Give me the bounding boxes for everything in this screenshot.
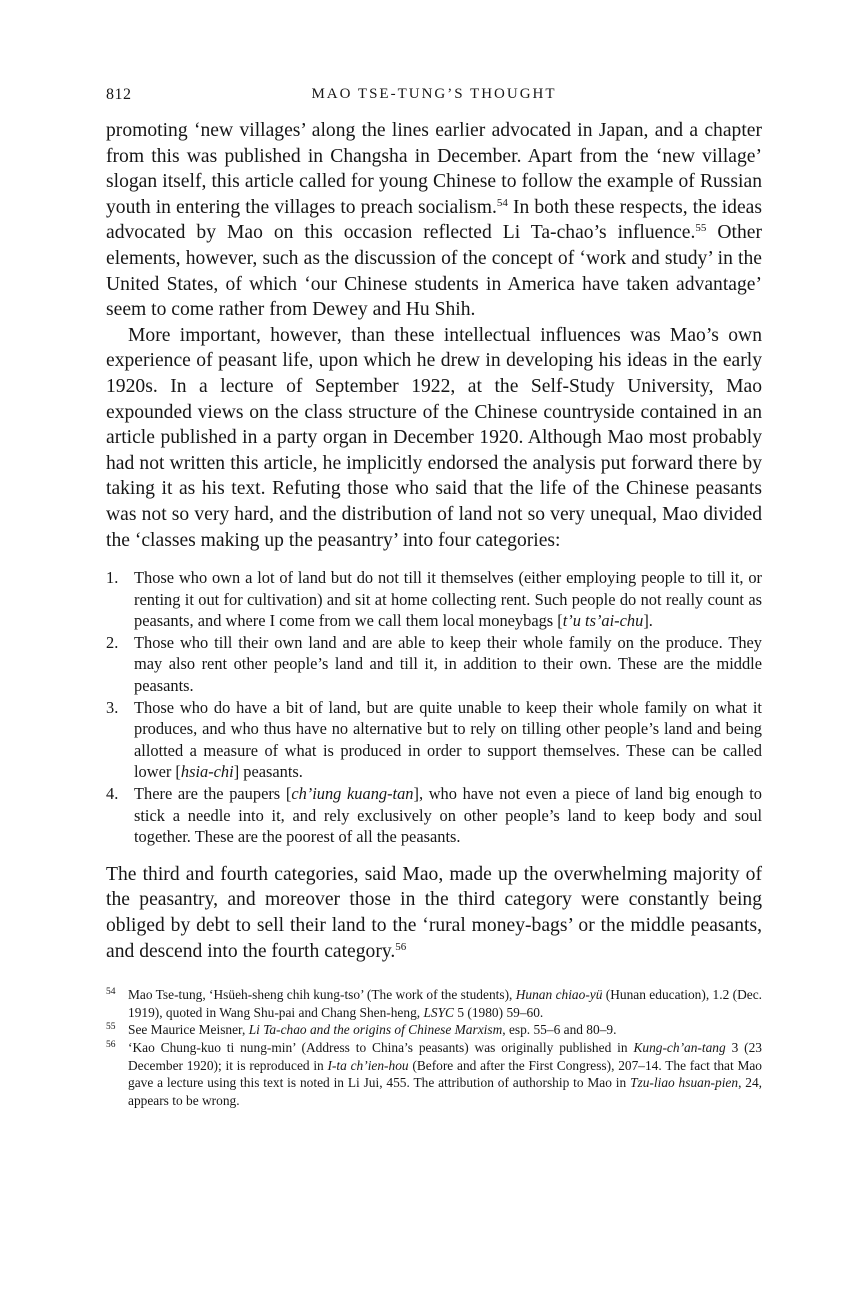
romanized-term: ch’iung kuang-tan [291,784,414,804]
footnote-text: (Hunan education), 1.2 (Dec. 1919), quoted in Wang Shu-pai and Chang Shen-heng, [128,987,763,1020]
footnote-ref-55[interactable]: 55 [695,222,707,235]
list-item [106,632,762,697]
list-text: ], who have not even a piece of land big enough to stick a needle into it, and rely exclusively on other people’s land to keep body and soul together. These are the poorest of all the peasants. [134,784,762,847]
footnotes [106,986,762,1109]
list-text: There are the paupers [ [134,784,292,804]
citation-title: Kung-ch’an-tang [633,1039,726,1055]
citation-title: Tzu-liao hsuan-pien [630,1075,739,1091]
paragraph-text: Other elements, however, such as the discussion of the concept of ‘work and study’ in the United States, of which ‘our Chinese students in America have taken advantage’ seem to come rather from Dewey and Hu Shih. [106,222,762,321]
paragraph-text: In both these respects, the ideas advocated by Mao on this occasion reflected Li Ta-chao’s influence. [106,196,762,244]
citation-title: LSYC [423,1004,454,1020]
romanized-term: hsia-chi [180,762,234,782]
footnote-text: 3 (23 December 1920); it is reproduced in [128,1039,762,1073]
list-text: ]. [643,611,653,631]
romanized-term: t’u ts’ai-chu [562,611,644,631]
list-number: 4. [106,784,119,804]
running-title: MAO TSE-TUNG’S THOUGHT [311,86,557,102]
list-text: Those who do have a bit of land, but are quite unable to keep their whole family on what it produces, and who thus have no alternative but to rely on tilling other people’s land and being allotted a measure of what is produced in order to support themselves. These can be called lower [ [134,697,762,782]
paragraph-1 [106,118,762,323]
page-number: 812 [106,86,132,103]
paragraph-text: The third and fourth categories, said Mao, made up the overwhelming majority of the peasantry, and moreover those in the third category were constantly being obliged by debt to sell their land to the ‘rural money-bags’ or the middle peasants, and descend into the fourth category. [106,863,762,962]
footnote-text: 5 (1980) 59–60. [454,1004,544,1020]
footnote-56 [106,1039,762,1109]
footnote-number: 55 [106,1022,116,1033]
book-page [106,86,762,1109]
footnote-text: (Before and after the First Congress), 207–14. The fact that Mao gave a lecture using this text is noted in Li Jui, 455. The attribution of authorship to Mao in [128,1057,762,1091]
list-number: 3. [106,697,119,717]
footnote-number: 56 [106,1039,116,1050]
list-text: Those who own a lot of land but do not till it themselves (either employing people to till it, or renting it out for cultivation) and sit at home collecting rent. Such people do not really count as peasants, and where I come from we call them local moneybags [ [134,568,762,631]
citation-title: Li Ta-chao and the origins of Chinese Marxism [248,1022,503,1038]
list-number: 2. [106,632,119,652]
footnote-text: ‘Kao Chung-kuo ti nung-min’ (Address to China’s peasants) was originally published in [128,1039,634,1055]
footnote-54 [106,986,762,1021]
paragraph-3 [106,862,762,964]
footnote-55 [106,1021,762,1039]
citation-title: Hunan chiao-yü [515,987,603,1003]
list-item [106,567,762,632]
page-header [106,86,762,112]
list-item [106,783,762,848]
citation-title: I-ta ch’ien-hou [327,1057,409,1073]
paragraph-2: More important, however, than these intellectual influences was Mao’s own experience of peasant life, upon which he drew in developing his ideas in the early 1920s. In a lecture of September 1922, at the Self-Study University, Mao expounded views on the class structure of the Chinese countryside contained in an article published in a party organ in December 1920. Although Mao most probably had not written this article, he implicitly endorsed the analysis put forward there by taking it as his text. Refuting those who said that the life of the Chinese peasants was not so very hard, and the distribution of land not so very unequal, Mao divided the ‘classes making up the peasantry’ into four categories: [106,324,762,551]
footnote-text: , 24, appears to be wrong. [128,1075,762,1108]
list-item [106,697,762,783]
footnote-text: See Maurice Meisner, [128,1022,249,1038]
list-text: Those who till their own land and are able to keep their whole family on the produce. They may also rent other people’s land and till it, in addition to their own. These are the middle peasants. [134,632,762,696]
footnote-ref-54[interactable]: 54 [496,196,508,209]
footnote-text: Mao Tse-tung, ‘Hsüeh-sheng chih kung-tso’ (The work of the students), [128,987,516,1003]
footnote-number: 54 [106,987,116,998]
list-number: 1. [106,568,119,588]
paragraph-text: promoting ‘new villages’ along the lines earlier advocated in Japan, and a chapter from this was published in Changsha in December. Apart from the ‘new village’ slogan itself, this article called for young Chinese to follow the example of Russian youth in entering the villages to preach socialism. [106,120,762,218]
footnote-text: , esp. 55–6 and 80–9. [502,1022,617,1038]
list-text: ] peasants. [233,762,303,782]
categories-list [106,567,762,848]
footnote-ref-56[interactable]: 56 [395,940,407,953]
main-text [106,118,762,553]
